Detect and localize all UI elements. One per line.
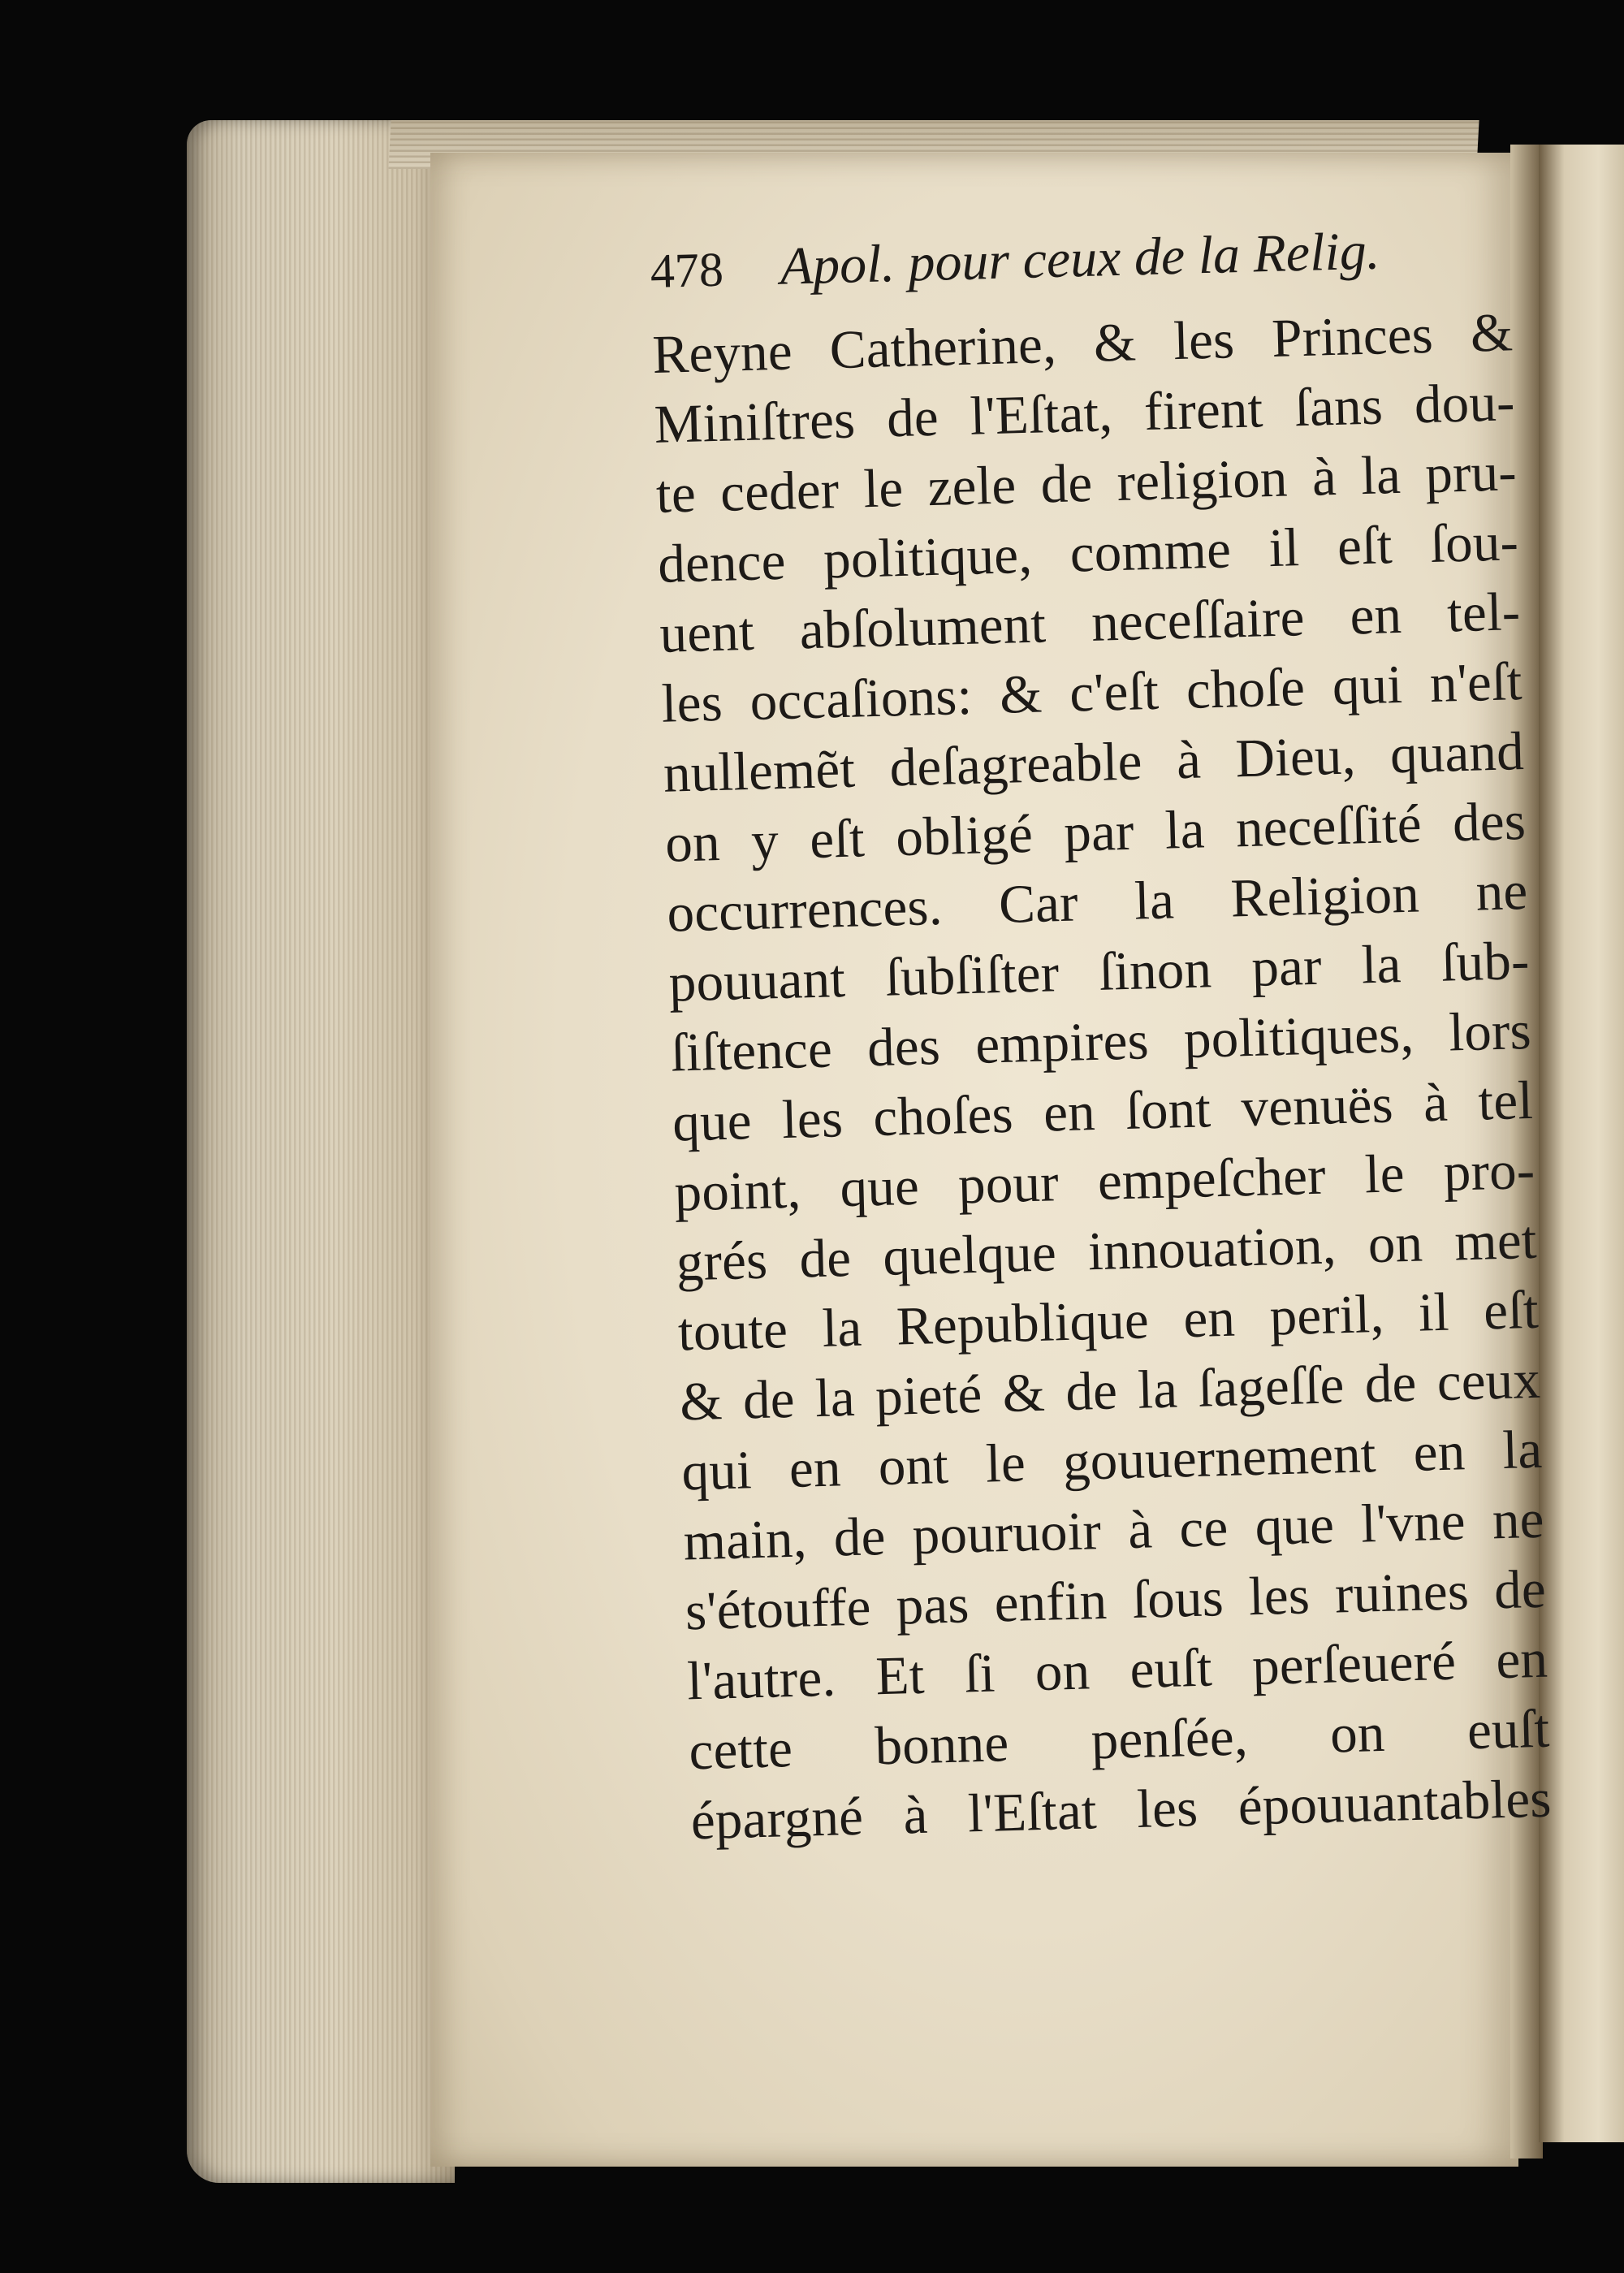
text-line: dence politique, comme il eſt ſou- — [657, 512, 1519, 594]
text-line: que les choſes en ſont venuës à tel — [672, 1070, 1534, 1153]
page-number: 478 — [650, 242, 724, 298]
text-line: grés de quelque innouation, on met — [675, 1209, 1538, 1293]
page-text — [650, 221, 1569, 1856]
text-line: nullemẽt deſagreable à Dieu, quand — [663, 721, 1525, 804]
text-line: l'autre. Et ſi on euſt perſeueré en — [686, 1628, 1548, 1712]
right-page-edge — [1539, 145, 1624, 2142]
text-line: occurrences. Car la Religion ne — [666, 860, 1529, 944]
text-line: te ceder le zele de religion à la pru- — [655, 442, 1518, 525]
page-edges — [187, 120, 455, 2183]
text-line: main, de pouruoir à ce que l'vne ne — [682, 1489, 1545, 1572]
text-line: uent abſolument neceſſaire en tel- — [659, 581, 1522, 664]
text-line: ſiſtence des empires politiques, lors — [670, 1000, 1532, 1083]
text-line: s'étouffe pas enfin ſous les ruines de — [685, 1558, 1547, 1642]
text-line: qui en ont le gouuernement en la — [680, 1419, 1544, 1502]
text-line: épargné à l'Eſtat les épouuantables — [689, 1768, 1553, 1852]
body-text — [651, 297, 1568, 1856]
text-line: toute la Republique en peril, il eſt — [677, 1279, 1540, 1363]
text-line: point, que pour empeſcher le pro- — [673, 1139, 1536, 1223]
text-line: & de la pieté & de la ſageſſe de ceux — [679, 1349, 1541, 1433]
text-line: Reyne Catherine, & les Princes & — [651, 302, 1514, 385]
text-line: Miniſtres de l'Eſtat, firent ſans dou- — [653, 372, 1516, 455]
text-line: pouuant ſubſiſter ſinon par la ſub- — [667, 930, 1531, 1013]
text-line: les occaſions: & c'eſt choſe qui n'eſt — [660, 651, 1523, 734]
text-line: cette bonne penſée, on euſt — [688, 1698, 1551, 1782]
text-line: on y eſt obligé par la neceſſité des — [664, 791, 1527, 874]
running-head-title: Apol. pour ceux de la Relig. — [779, 221, 1381, 296]
